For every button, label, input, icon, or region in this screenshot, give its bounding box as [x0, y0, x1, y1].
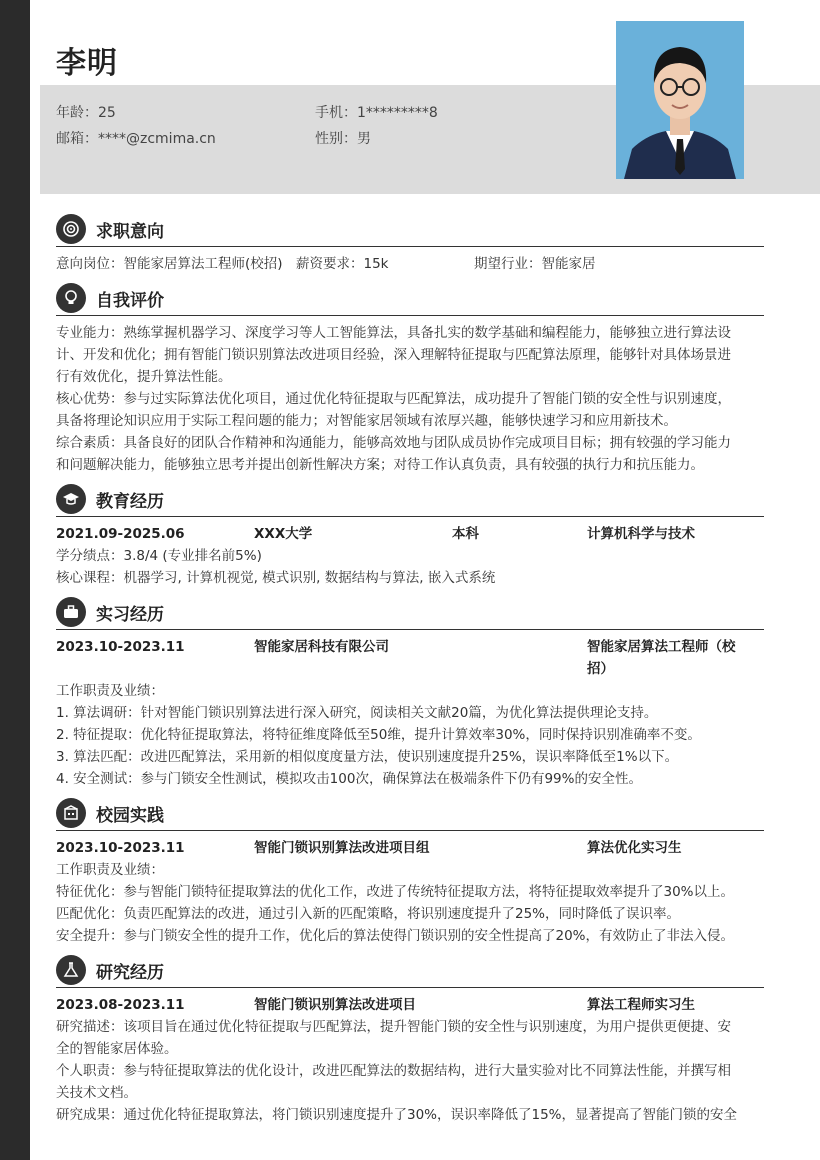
research-line: 全的智能家居体验。	[56, 1041, 178, 1057]
internship-role-cont: 招）	[587, 661, 614, 677]
campus-section	[56, 796, 764, 947]
campus-line: 工作职责及业绩：	[56, 862, 164, 878]
campus-header	[56, 796, 764, 831]
objective-title: 求职意向	[96, 221, 164, 242]
bulb-icon	[56, 283, 86, 313]
research-header	[56, 953, 764, 988]
graduation-cap-icon	[56, 484, 86, 514]
email-field: 邮箱：****@zcmima.cn	[56, 131, 216, 147]
campus-role: 算法优化实习生	[587, 840, 682, 856]
research-title: 研究经历	[96, 962, 164, 983]
research-line: 个人职责：参与特征提取算法的优化设计，改进匹配算法的数据结构，进行大量实验对比不同算法性能，并撰写相	[56, 1063, 731, 1079]
internship-period: 2023.10-2023.11	[56, 639, 185, 655]
self-eval-header	[56, 281, 764, 316]
education-line: 学分绩点：3.8/4 (专业排名前5%)	[56, 548, 262, 564]
education-period: 2021.09-2025.06	[56, 526, 185, 542]
self-eval-line: 专业能力：熟练掌握机器学习、深度学习等人工智能算法，具备扎实的数学基础和编程能力，能够独立进行算法设	[56, 325, 731, 341]
self-eval-line: 核心优势：参与过实际算法优化项目，通过优化特征提取与匹配算法，成功提升了智能门锁的安全性与识别速度，	[56, 391, 731, 407]
objective-industry: 期望行业：智能家居	[474, 256, 596, 272]
campus-line: 匹配优化：负责匹配算法的改进，通过引入新的匹配策略，将识别速度提升了25%，同时降低了误识率。	[56, 906, 681, 922]
self-eval-line: 行有效优化，提升算法性能。	[56, 369, 232, 385]
education-degree: 本科	[452, 526, 479, 542]
internship-line: 1. 算法调研：针对智能门锁识别算法进行深入研究，阅读相关文献20篇，为优化算法提供理论支持。	[56, 705, 658, 721]
phone-field: 手机：1*********8	[315, 105, 438, 121]
internship-line: 2. 特征提取：优化特征提取算法，将特征维度降低至50维，提升计算效率30%，同时保持识别准确率不变。	[56, 727, 701, 743]
age-field: 年龄：25	[56, 105, 116, 121]
self-eval-line: 计、开发和优化；拥有智能门锁识别算法改进项目经验，深入理解特征提取与匹配算法原理，能够针对具体场景进	[56, 347, 731, 363]
self-eval-title: 自我评价	[96, 290, 164, 311]
education-header	[56, 482, 764, 517]
profile-photo	[616, 21, 744, 179]
person-name: 李明	[56, 46, 118, 81]
internship-line: 工作职责及业绩：	[56, 683, 164, 699]
education-section	[56, 482, 764, 589]
target-icon	[56, 214, 86, 244]
research-line: 研究描述：该项目旨在通过优化特征提取与匹配算法，提升智能门锁的安全性与识别速度，为用户提供更便捷、安	[56, 1019, 731, 1035]
self-eval-line: 和问题解决能力，能够独立思考并提出创新性解决方案；对待工作认真负责，具有较强的执行力和抗压能力。	[56, 457, 704, 473]
self-eval-section	[56, 281, 764, 476]
internship-section	[56, 595, 764, 790]
internship-line: 3. 算法匹配：改进匹配算法，采用新的相似度度量方法，使识别速度提升25%，误识率降低至1%以下。	[56, 749, 679, 765]
internship-header	[56, 595, 764, 630]
campus-org: 智能门锁识别算法改进项目组	[254, 840, 430, 856]
internship-title: 实习经历	[96, 604, 164, 625]
research-section	[56, 953, 764, 1126]
flask-icon	[56, 955, 86, 985]
research-period: 2023.08-2023.11	[56, 997, 185, 1013]
research-line: 关技术文档。	[56, 1085, 137, 1101]
internship-company: 智能家居科技有限公司	[254, 639, 389, 655]
building-icon	[56, 798, 86, 828]
campus-title: 校园实践	[96, 805, 164, 826]
objective-section	[56, 212, 764, 275]
objective-salary: 薪资要求：15k	[296, 256, 389, 272]
campus-period: 2023.10-2023.11	[56, 840, 185, 856]
internship-line: 4. 安全测试：参与门锁安全性测试，模拟攻击100次，确保算法在极端条件下仍有99%的安全性。	[56, 771, 642, 787]
left-accent-bar	[0, 0, 30, 1160]
campus-line: 特征优化：参与智能门锁特征提取算法的优化工作，改进了传统特征提取方法，将特征提取效率提升了30%以上。	[56, 884, 735, 900]
gender-field: 性别：男	[315, 131, 371, 147]
education-line: 核心课程：机器学习, 计算机视觉, 模式识别, 数据结构与算法, 嵌入式系统	[56, 570, 496, 586]
research-role: 算法工程师实习生	[587, 997, 695, 1013]
internship-role: 智能家居算法工程师（校	[587, 639, 736, 655]
self-eval-line: 具备将理论知识应用于实际工程问题的能力；对智能家居领域有浓厚兴趣，能够快速学习和应用新技术。	[56, 413, 677, 429]
self-eval-line: 综合素质：具备良好的团队合作精神和沟通能力，能够高效地与团队成员协作完成项目目标；拥有较强的学习能力	[56, 435, 731, 451]
education-school: XXX大学	[254, 526, 313, 542]
research-line: 研究成果：通过优化特征提取算法，将门锁识别速度提升了30%，误识率降低了15%，显著提高了智能门锁的安全	[56, 1107, 738, 1123]
education-title: 教育经历	[96, 491, 164, 512]
objective-header	[56, 212, 764, 247]
briefcase-icon	[56, 597, 86, 627]
campus-line: 安全提升：参与门锁安全性的提升工作，优化后的算法使得门锁识别的安全性提高了20%，有效防止了非法入侵。	[56, 928, 735, 944]
education-major: 计算机科学与技术	[587, 526, 695, 542]
research-project: 智能门锁识别算法改进项目	[254, 997, 416, 1013]
objective-position: 意向岗位：智能家居算法工程师(校招)	[56, 256, 283, 272]
